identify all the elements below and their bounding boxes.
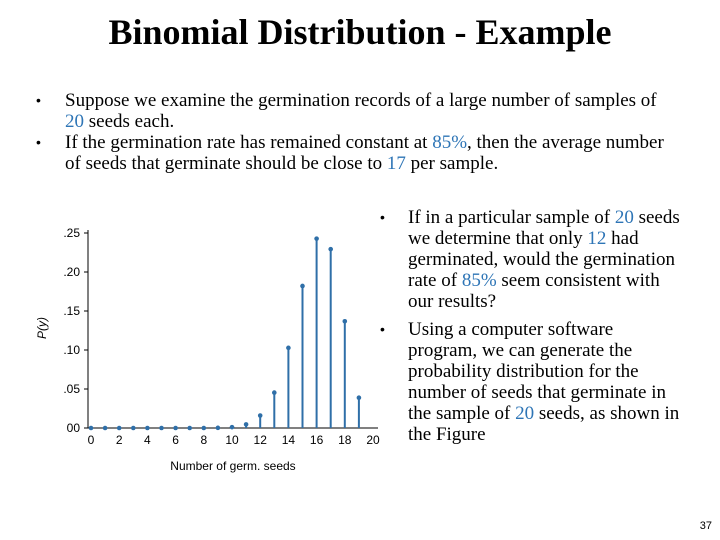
x-tick-group	[88, 433, 380, 447]
x-tick-label: 14	[281, 433, 296, 447]
probability-point	[272, 390, 277, 395]
probability-point	[89, 426, 94, 431]
text-segment: If in a particular sample of	[408, 207, 615, 228]
bullet-marker: •	[36, 134, 41, 150]
probability-point	[230, 425, 235, 430]
probability-point	[300, 284, 305, 289]
right-bullet-text-2	[408, 319, 679, 445]
x-tick-label: 18	[338, 433, 352, 447]
text-segment: seem consistent with our results?	[408, 270, 660, 312]
bullet-text-1	[65, 90, 657, 132]
highlight-text: 20	[614, 207, 634, 228]
probability-point	[258, 413, 263, 418]
x-tick-label: 12	[253, 433, 267, 447]
x-tick-label: 8	[200, 433, 208, 447]
text-segment: , then the average number of seeds that germinate should be close to	[65, 132, 664, 174]
text-segment: Suppose we examine the germination records of a large number of samples of	[65, 90, 657, 111]
x-axis-label: Number of germ. seeds	[170, 459, 296, 473]
probability-chart	[28, 218, 380, 478]
text-segment: had germinated, would the germination rate of	[408, 228, 675, 291]
highlight-text: 17	[386, 153, 406, 174]
bullet-marker: •	[380, 209, 385, 225]
y-tick-label: 00	[66, 421, 80, 435]
probability-point	[343, 319, 348, 324]
y-tick-label: .25	[63, 226, 80, 240]
probability-point	[216, 426, 221, 431]
y-tick-group	[63, 226, 88, 435]
y-tick-label: .15	[63, 304, 80, 318]
probability-point	[328, 247, 333, 252]
probability-point	[159, 426, 164, 431]
slide-title: Binomial Distribution - Example	[108, 12, 612, 52]
highlight-text: 20	[515, 403, 535, 424]
x-tick-label: 20	[366, 433, 380, 447]
right-bullet-item-1	[380, 207, 680, 312]
text-segment: If the germination rate has remained constant at	[65, 132, 433, 153]
probability-point	[286, 346, 291, 351]
probability-point	[145, 426, 150, 431]
bullet-list	[36, 90, 676, 174]
x-tick-label: 4	[144, 433, 151, 447]
bullet-text-2	[65, 132, 664, 174]
y-tick-label: .05	[63, 382, 80, 396]
highlight-text: 85%	[432, 132, 468, 153]
text-segment: per sample.	[405, 153, 499, 174]
probability-point	[314, 236, 319, 241]
bullet-marker: •	[36, 92, 41, 108]
highlight-text: 12	[587, 228, 607, 249]
probability-point	[117, 426, 122, 431]
x-tick-label: 16	[309, 433, 324, 447]
probability-point	[173, 426, 178, 431]
y-axis-label: P(y)	[35, 317, 49, 339]
text-segment: seeds each.	[84, 111, 175, 132]
highlight-text: 85%	[461, 270, 497, 291]
text-segment: seeds, as shown in the Figure	[408, 403, 680, 445]
right-bullet-item-2	[380, 319, 680, 445]
bullet-marker: •	[380, 321, 385, 337]
text-segment: seeds we determine that only	[408, 207, 680, 249]
probability-point	[131, 426, 136, 431]
page-number: 37	[699, 520, 712, 532]
x-tick-label: 2	[115, 433, 123, 447]
highlight-text: 20	[65, 111, 84, 132]
stem-group	[89, 236, 362, 430]
text-segment: Using a computer software program, we can generate the probability distribution for the number of seeds that germinate in the sample of	[408, 319, 667, 424]
x-tick-label: 6	[172, 433, 179, 447]
x-tick-label: 10	[225, 433, 239, 447]
right-bullet-list	[380, 207, 680, 445]
probability-point	[202, 426, 207, 431]
y-tick-label: .10	[63, 343, 80, 357]
bullet-item-2	[36, 132, 676, 174]
right-bullet-text-1	[408, 207, 680, 312]
x-tick-label: 0	[87, 433, 95, 447]
probability-point	[103, 426, 108, 431]
y-tick-label: .20	[63, 265, 80, 279]
probability-point	[187, 426, 192, 431]
probability-point	[244, 422, 249, 427]
bullet-item-1	[36, 90, 676, 132]
probability-point	[357, 395, 362, 400]
